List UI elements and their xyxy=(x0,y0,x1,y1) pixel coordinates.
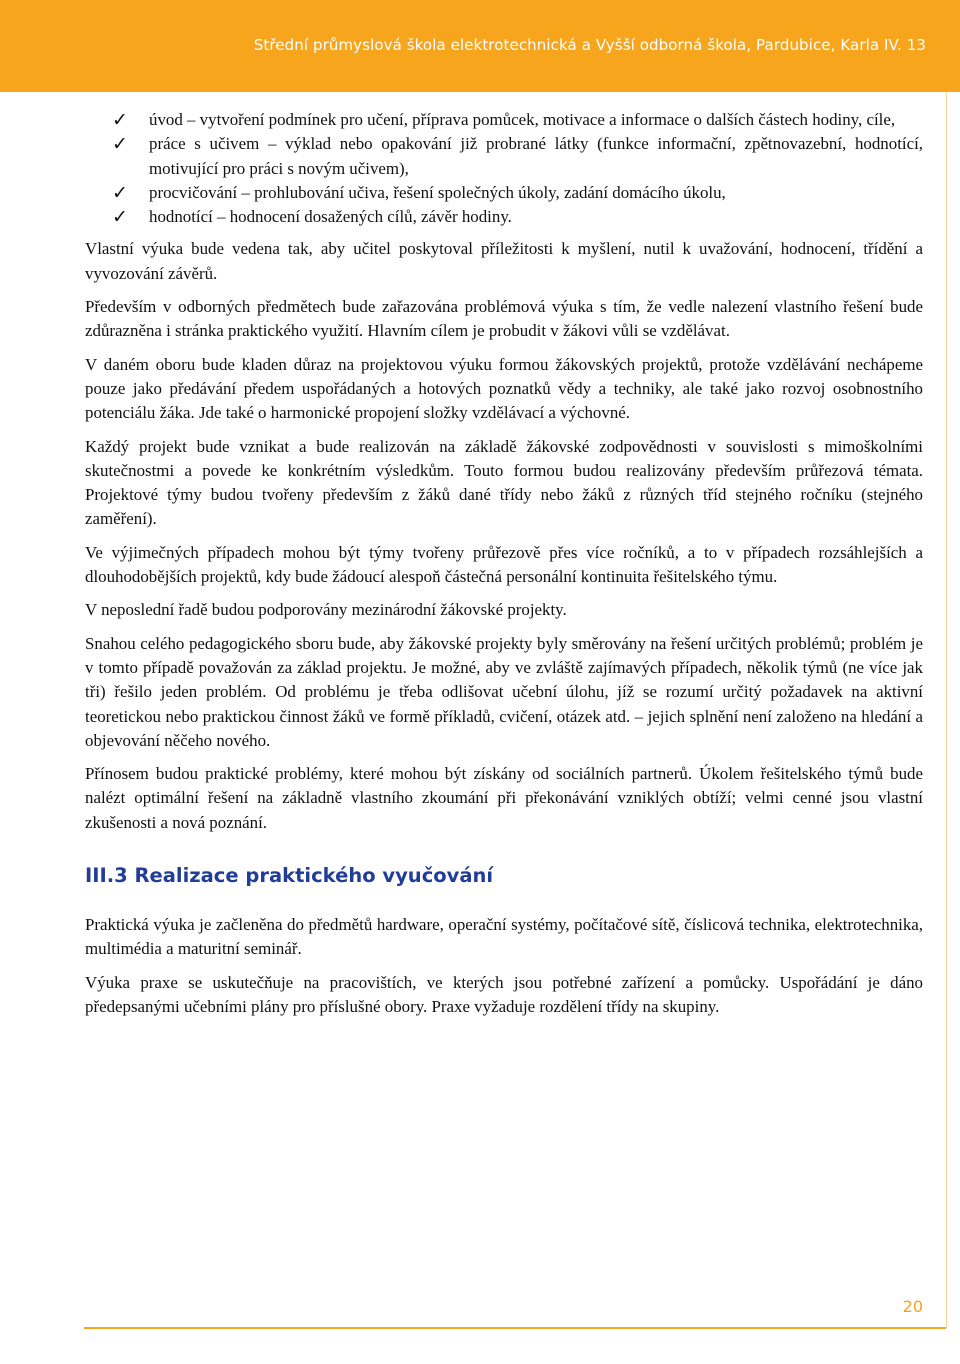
check-icon: ✓ xyxy=(112,109,128,131)
page-header-band xyxy=(0,0,960,92)
paragraph: V neposlední řadě budou podporovány mezinárodní žákovské projekty. xyxy=(85,600,567,620)
list-item-text: úvod – vytvoření podmínek pro učení, příprava pomůcek, motivace a informace o dalších částech hodiny, cíle, xyxy=(149,110,896,129)
paragraph: Snahou celého pedagogického sboru bude, aby žákovské projekty byly směrovány na řešení určitých problémů; problém je v tomto případě považován za základ projektu. Je možné, aby ve zvláště zajímavých případech, několik týmů (ne více jak tři) řešilo jeden problém. Od problému je třeba odlišovat učební úlohu, jíž se rozumí určitý požadavek na aktivní teoretickou nebo praktickou činnost žáků ve formě příkladů, cvičení, otázek atd. – jejich splnění není založeno na hledání a objevování něčeho nového. xyxy=(85,633,923,750)
list-item-text: práce s učivem – výklad nebo opakování již probrané látky (funkce informační, zpětnovazební, hodnotící, motivující pro práci s novým učivem), xyxy=(149,134,923,178)
paragraph: Výuka praxe se uskutečňuje na pracovištích, ve kterých jsou potřebné zařízení a pomůcky. Uspořádání je dáno předepsanými učebními plány pro příslušné obory. Praxe vyžaduje rozdělení třídy na skupiny. xyxy=(85,972,923,1016)
page-number: 20 xyxy=(902,1297,923,1316)
paragraph: Ve výjimečných případech mohou být týmy tvořeny průřezově přes více ročníků, a to v případech rozsáhlejších a dlouhodobějších projektů, kdy bude žádoucí alespoň částečná personální kontinuita řešitelského týmu. xyxy=(85,542,923,587)
check-icon: ✓ xyxy=(112,206,128,229)
list-item xyxy=(85,108,923,132)
paragraph: Praktická výuka je začleněna do předmětů hardware, operační systémy, počítačové sítě, číslicová technika, elektrotechnika, multimédia a maturitní seminář. xyxy=(85,915,923,959)
paragraph: V daném oboru bude kladen důraz na projektovou výuku formou žákovských projektů, protože vzdělávání nechápeme pouze jako předávání předem uspořádaných a hotových poznatků vědy a techniky, ale také jako rozvoj osobnostního potenciálu žáka. Jde také o harmonické propojení složky vzdělávací a výchovné. xyxy=(85,354,923,423)
paragraph: Především v odborných předmětech bude zařazována problémová výuka s tím, že vedle nalezení vlastního řešení bude zdůrazněna i stránka praktického využití. Hlavním cílem je probudit v žákovi vůli se vzdělávat. xyxy=(85,297,923,341)
right-margin-rule xyxy=(946,92,947,1328)
check-icon: ✓ xyxy=(112,133,128,156)
list-item-text: hodnotící – hodnocení dosažených cílů, závěr hodiny. xyxy=(149,207,512,227)
paragraph: Přínosem budou praktické problémy, které mohou být získány od sociálních partnerů. Úkolem řešitelského týmů bude nalézt optimální řešení na základně vlastního zkoumání při překonávání vzniklých obtíží; velmi cenné jsou vlastní zkušenosti a nová poznání. xyxy=(85,764,923,832)
checklist xyxy=(85,108,923,229)
check-icon: ✓ xyxy=(112,181,128,204)
list-item xyxy=(85,132,923,181)
paragraph: Každý projekt bude vznikat a bude realizován na základě žákovské zodpovědnosti v souvislosti s mimoškolními skutečnostmi a povede ke konkrétním výsledkům. Touto formou budou realizovány především průřezová témata. Projektové týmy budou tvořeny především z žáků dané třídy nebo žáků z různých tříd stejného ročníku (stejného zaměření). xyxy=(85,436,923,529)
footer-rule xyxy=(84,1327,946,1329)
paragraph: Vlastní výuka bude vedena tak, aby učitel poskytoval příležitosti k myšlení, nutil k uvažování, hodnocení, třídění a vyvozování závěrů. xyxy=(85,239,923,283)
list-item xyxy=(85,181,923,205)
header-title: Střední průmyslová škola elektrotechnická a Vyšší odborná škola, Pardubice, Karla IV. 13 xyxy=(253,36,926,54)
page-content xyxy=(85,108,923,1028)
section-heading: III.3 Realizace praktického vyučování xyxy=(85,864,494,888)
list-item-text: procvičování – prohlubování učiva, řešení společných úkoly, zadání domácího úkolu, xyxy=(149,182,726,202)
list-item xyxy=(85,205,923,229)
